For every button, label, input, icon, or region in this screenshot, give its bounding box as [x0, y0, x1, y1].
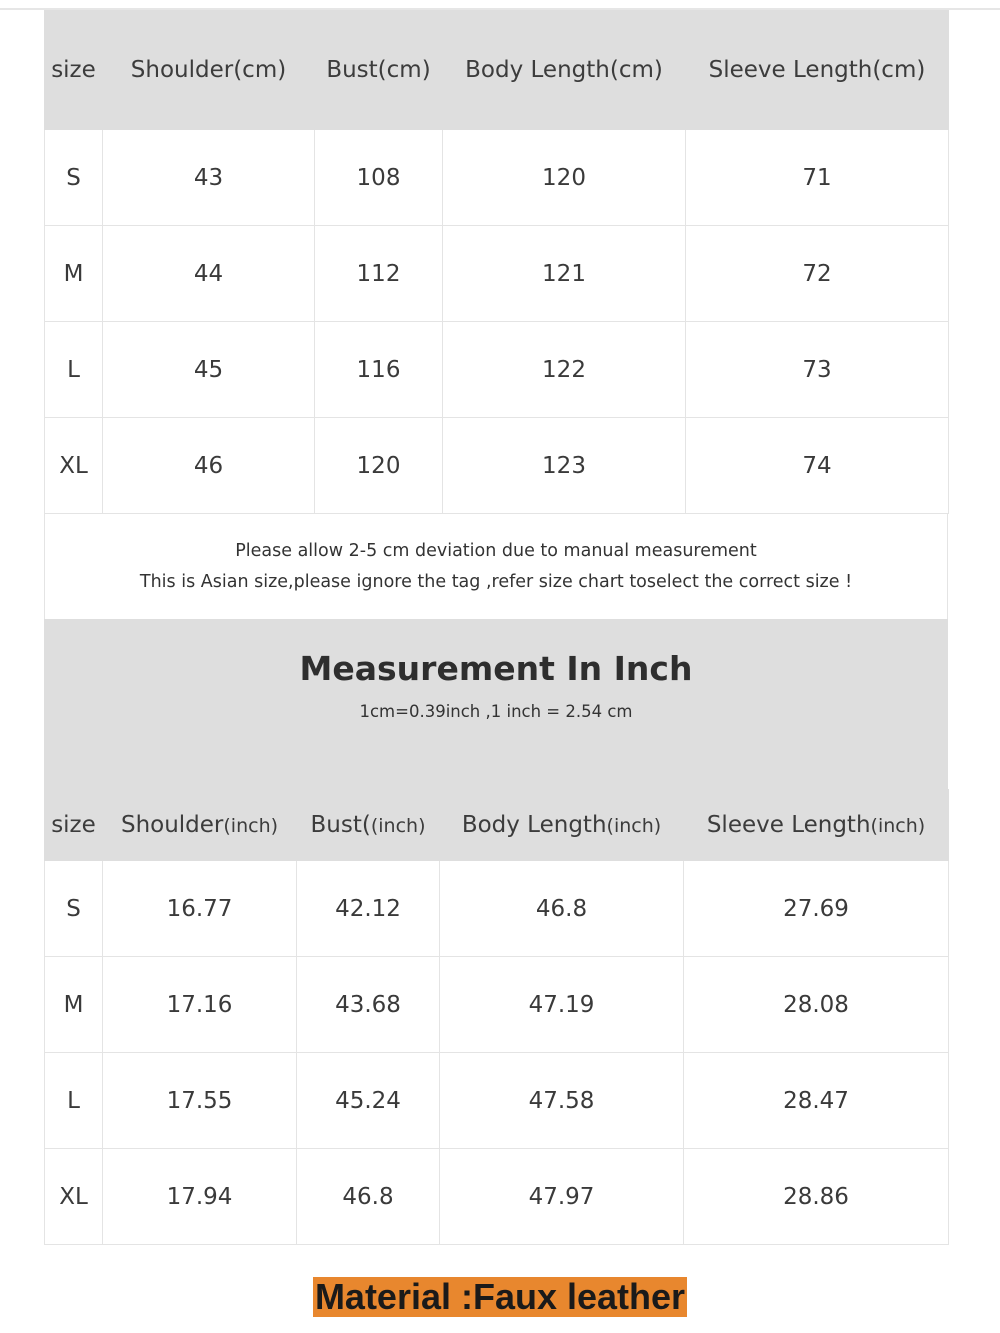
table-row	[45, 861, 949, 957]
inch-cell-sleeve-length: 28.86	[684, 1149, 949, 1245]
cm-header-shoulder: Shoulder(cm)	[103, 11, 315, 130]
measurement-note	[44, 514, 948, 619]
cm-cell-sleeve-length: 71	[686, 130, 949, 226]
header-main: Bust(	[310, 812, 371, 838]
inch-cell-shoulder: 17.94	[103, 1149, 297, 1245]
cm-header-row	[45, 11, 949, 130]
cm-cell-shoulder: 45	[103, 322, 315, 418]
material-label: Material :Faux leather	[314, 1276, 686, 1317]
inch-cell-sleeve-length: 28.47	[684, 1053, 949, 1149]
header-main: size	[51, 812, 96, 838]
header-main: Shoulder	[120, 812, 224, 838]
cm-cell-body-length: 123	[443, 418, 686, 514]
cm-header-bust: Bust(cm)	[315, 11, 443, 130]
inch-cell-size: S	[45, 861, 103, 957]
inch-cell-size: M	[45, 957, 103, 1053]
table-row	[45, 322, 949, 418]
cm-cell-body-length: 121	[443, 226, 686, 322]
inch-cell-size: XL	[45, 1149, 103, 1245]
cm-cell-size: S	[45, 130, 103, 226]
deviation-note: Please allow 2-5 cm deviation due to manual measurement	[235, 540, 757, 561]
header-main: Sleeve Length	[706, 812, 871, 838]
inch-cell-body-length: 47.58	[440, 1053, 684, 1149]
inch-cell-sleeve-length: 28.08	[684, 957, 949, 1053]
cm-cell-body-length: 120	[443, 130, 686, 226]
header-unit: (inch)	[606, 815, 662, 837]
inch-cell-bust: 45.24	[297, 1053, 440, 1149]
inch-cell-shoulder: 17.16	[103, 957, 297, 1053]
inch-header-body-length	[440, 790, 684, 861]
inch-header-size	[45, 790, 103, 861]
cm-cell-bust: 108	[315, 130, 443, 226]
cm-cell-sleeve-length: 73	[686, 322, 949, 418]
cm-cell-bust: 116	[315, 322, 443, 418]
inch-header-bust	[297, 790, 440, 861]
cm-cell-body-length: 122	[443, 322, 686, 418]
inch-cell-bust: 43.68	[297, 957, 440, 1053]
inch-cell-body-length: 46.8	[440, 861, 684, 957]
cm-cell-shoulder: 43	[103, 130, 315, 226]
inch-cell-shoulder: 16.77	[103, 861, 297, 957]
header-unit: (inch)	[870, 815, 926, 837]
inch-header-shoulder	[103, 790, 297, 861]
header-main: Body Length	[461, 812, 607, 838]
inch-header-row	[45, 790, 949, 861]
inch-cell-size: L	[45, 1053, 103, 1149]
cm-cell-sleeve-length: 72	[686, 226, 949, 322]
cm-header-body-length: Body Length(cm)	[443, 11, 686, 130]
inch-section-header	[44, 619, 948, 789]
cm-cell-shoulder: 46	[103, 418, 315, 514]
asian-size-note: This is Asian size,please ignore the tag ,refer size chart toselect the correct size !	[139, 571, 853, 592]
cm-cell-size: XL	[45, 418, 103, 514]
table-row	[45, 1053, 949, 1149]
cm-header-sleeve-length: Sleeve Length(cm)	[686, 11, 949, 130]
inch-cell-sleeve-length: 27.69	[684, 861, 949, 957]
cm-cell-shoulder: 44	[103, 226, 315, 322]
header-unit: (inch)	[370, 815, 426, 837]
cm-cell-sleeve-length: 74	[686, 418, 949, 514]
inch-cell-bust: 42.12	[297, 861, 440, 957]
inch-cell-body-length: 47.19	[440, 957, 684, 1053]
inch-cell-body-length: 47.97	[440, 1149, 684, 1245]
size-chart	[44, 10, 948, 1245]
table-row	[45, 418, 949, 514]
conversion-note: 1cm=0.39inch ,1 inch = 2.54 cm	[359, 702, 633, 721]
material-banner	[0, 1277, 1000, 1317]
cm-cell-bust: 120	[315, 418, 443, 514]
table-row	[45, 1149, 949, 1245]
cm-cell-size: M	[45, 226, 103, 322]
table-row	[45, 130, 949, 226]
inch-cell-shoulder: 17.55	[103, 1053, 297, 1149]
cm-size-table	[44, 10, 949, 514]
header-unit: (inch)	[223, 815, 279, 837]
inch-section-title: Measurement In Inch	[299, 649, 693, 688]
table-row	[45, 957, 949, 1053]
inch-header-sleeve-length	[684, 790, 949, 861]
inch-size-table	[44, 789, 949, 1245]
cm-header-size: size	[45, 11, 103, 130]
inch-cell-bust: 46.8	[297, 1149, 440, 1245]
cm-cell-size: L	[45, 322, 103, 418]
cm-cell-bust: 112	[315, 226, 443, 322]
table-row	[45, 226, 949, 322]
